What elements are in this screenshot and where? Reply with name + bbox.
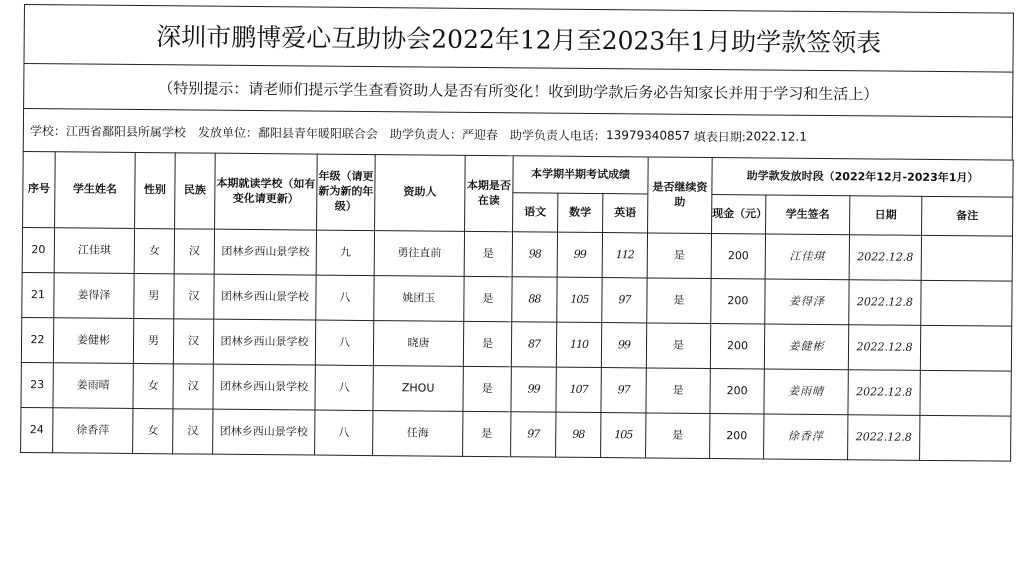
cell-cash: 200 <box>710 369 764 414</box>
cell-grade: 八 <box>315 365 373 411</box>
cell-english: 97 <box>602 278 647 323</box>
header-row-top <box>23 151 1013 197</box>
cell-school: 团林乡西山景学校 <box>213 319 315 365</box>
phone-value: 13979340857 <box>605 128 691 143</box>
cell-cash: 200 <box>710 414 764 459</box>
cell-signature: 姜雨晴 <box>764 369 848 415</box>
cell-grade: 九 <box>316 230 374 276</box>
cell-ethnicity: 汉 <box>173 409 213 454</box>
cell-sponsor: ZHOU <box>373 366 463 412</box>
cell-no: 20 <box>22 227 54 272</box>
table-row <box>21 407 1011 461</box>
contact-value: 严迎春 <box>461 127 499 142</box>
cell-math: 110 <box>556 322 601 367</box>
header-math: 数学 <box>558 193 603 232</box>
cell-date: 2022.12.8 <box>848 325 920 371</box>
header-no: 序号 <box>23 151 56 227</box>
cell-ethnicity: 汉 <box>173 319 213 364</box>
header-payment-group: 助学款发放时段（2022年12月-2023年1月） <box>712 158 1013 198</box>
cell-continue: 是 <box>646 323 710 369</box>
cell-name: 姜雨晴 <box>53 363 133 409</box>
header-school: 本期就读学校（如有变化请更新） <box>215 153 318 230</box>
contact-label: 助学负责人： <box>389 126 463 142</box>
cell-signature: 姜健彬 <box>764 324 848 370</box>
cell-no: 23 <box>21 362 53 407</box>
cell-school: 团林乡西山景学校 <box>214 274 316 320</box>
header-sponsor: 资助人 <box>375 155 466 232</box>
cell-gender: 男 <box>133 318 173 363</box>
notice-text: （特别提示：请老师们提示学生查看资助人是否有所变化！收到助学款后务必告知家长并用于学习和生活上） <box>158 78 879 103</box>
signature-form-sheet <box>20 4 1014 462</box>
cell-enrolled: 是 <box>464 276 512 321</box>
header-english: 英语 <box>603 194 648 233</box>
cell-enrolled: 是 <box>463 411 511 456</box>
cell-remarks <box>921 235 1012 281</box>
header-continue: 是否继续资助 <box>648 157 713 234</box>
cell-remarks <box>921 280 1012 326</box>
issuer-label: 发放单位： <box>197 125 258 140</box>
form-title: 深圳市鹏博爱心互助协会2022年12月至2023年1月助学款签领表 <box>156 22 882 58</box>
cell-gender: 男 <box>134 273 174 318</box>
cell-enrolled: 是 <box>463 321 511 366</box>
school-label: 学校： <box>29 123 66 138</box>
cell-sponsor: 勇往直前 <box>374 231 464 277</box>
header-grade: 年级（请更新为新的年级） <box>317 154 376 231</box>
cell-cash: 200 <box>711 234 765 279</box>
cell-cash: 200 <box>710 324 764 369</box>
cell-name: 江佳琪 <box>54 228 134 274</box>
cell-remarks <box>920 415 1011 461</box>
cell-grade: 八 <box>316 275 374 321</box>
cell-sponsor: 姚团玉 <box>374 276 464 322</box>
cell-signature: 江佳琪 <box>765 234 849 280</box>
cell-name: 姜健彬 <box>53 318 133 364</box>
cell-grade: 八 <box>315 410 373 456</box>
cell-signature: 姜得泽 <box>765 279 849 325</box>
cell-remarks <box>920 370 1011 416</box>
cell-no: 22 <box>21 317 53 362</box>
cell-chinese: 99 <box>511 367 556 412</box>
header-ethnicity: 民族 <box>175 153 216 229</box>
cell-math: 105 <box>557 277 602 322</box>
cell-chinese: 97 <box>511 412 556 457</box>
cell-enrolled: 是 <box>463 366 511 411</box>
cell-no: 21 <box>22 272 54 317</box>
cell-no: 24 <box>21 407 53 452</box>
cell-math: 99 <box>557 232 602 277</box>
date-label: 填表日期: <box>693 129 746 144</box>
cell-ethnicity: 汉 <box>174 229 214 274</box>
cell-continue: 是 <box>647 278 711 324</box>
cell-math: 107 <box>556 367 601 412</box>
cell-name: 徐香萍 <box>53 408 133 454</box>
header-cash: 现金（元） <box>712 195 766 234</box>
header-date: 日期 <box>850 196 922 236</box>
cell-chinese: 98 <box>512 232 557 277</box>
cell-english: 105 <box>601 413 646 458</box>
cell-remarks <box>920 325 1011 371</box>
phone-label: 助学负责人电话： <box>509 127 607 143</box>
cell-english: 112 <box>602 233 647 278</box>
cell-chinese: 87 <box>511 322 556 367</box>
cell-school: 团林乡西山景学校 <box>213 409 315 455</box>
cell-english: 99 <box>601 323 646 368</box>
cell-continue: 是 <box>647 233 711 279</box>
cell-school: 团林乡西山景学校 <box>213 364 315 410</box>
cell-date: 2022.12.8 <box>848 415 920 461</box>
cell-english: 97 <box>601 368 646 413</box>
header-signature: 学生签名 <box>766 195 850 235</box>
cell-sponsor: 任海 <box>373 411 463 457</box>
table-body <box>21 227 1013 461</box>
cell-date: 2022.12.8 <box>849 280 921 326</box>
cell-ethnicity: 汉 <box>173 364 213 409</box>
student-table <box>20 151 1014 462</box>
cell-sponsor: 晓唐 <box>373 321 463 367</box>
cell-signature: 徐香萍 <box>764 414 848 460</box>
header-enrolled: 本期是否在读 <box>465 155 514 231</box>
cell-enrolled: 是 <box>464 231 512 276</box>
header-gender: 性别 <box>135 152 176 228</box>
issuer-value: 鄱阳县青年暖阳联合会 <box>257 125 379 141</box>
cell-gender: 女 <box>133 408 173 453</box>
header-scores-group: 本学期半期考试成绩 <box>513 156 648 194</box>
cell-continue: 是 <box>646 413 710 459</box>
cell-chinese: 88 <box>512 277 557 322</box>
cell-gender: 女 <box>134 228 174 273</box>
cell-cash: 200 <box>711 279 765 324</box>
cell-name: 姜得泽 <box>54 273 134 319</box>
cell-date: 2022.12.8 <box>848 370 920 416</box>
cell-school: 团林乡西山景学校 <box>214 229 316 275</box>
cell-date: 2022.12.8 <box>849 235 921 281</box>
header-chinese: 语文 <box>513 193 558 232</box>
cell-continue: 是 <box>646 368 710 414</box>
cell-gender: 女 <box>133 363 173 408</box>
title-bar <box>23 4 1013 72</box>
header-remarks: 备注 <box>922 196 1013 236</box>
cell-ethnicity: 汉 <box>174 274 214 319</box>
cell-grade: 八 <box>315 320 373 366</box>
date-value: 2022.12.1 <box>745 129 807 144</box>
school-value: 江西省鄱阳县所属学校 <box>65 123 186 139</box>
cell-math: 98 <box>556 412 601 457</box>
header-name: 学生姓名 <box>55 152 136 229</box>
